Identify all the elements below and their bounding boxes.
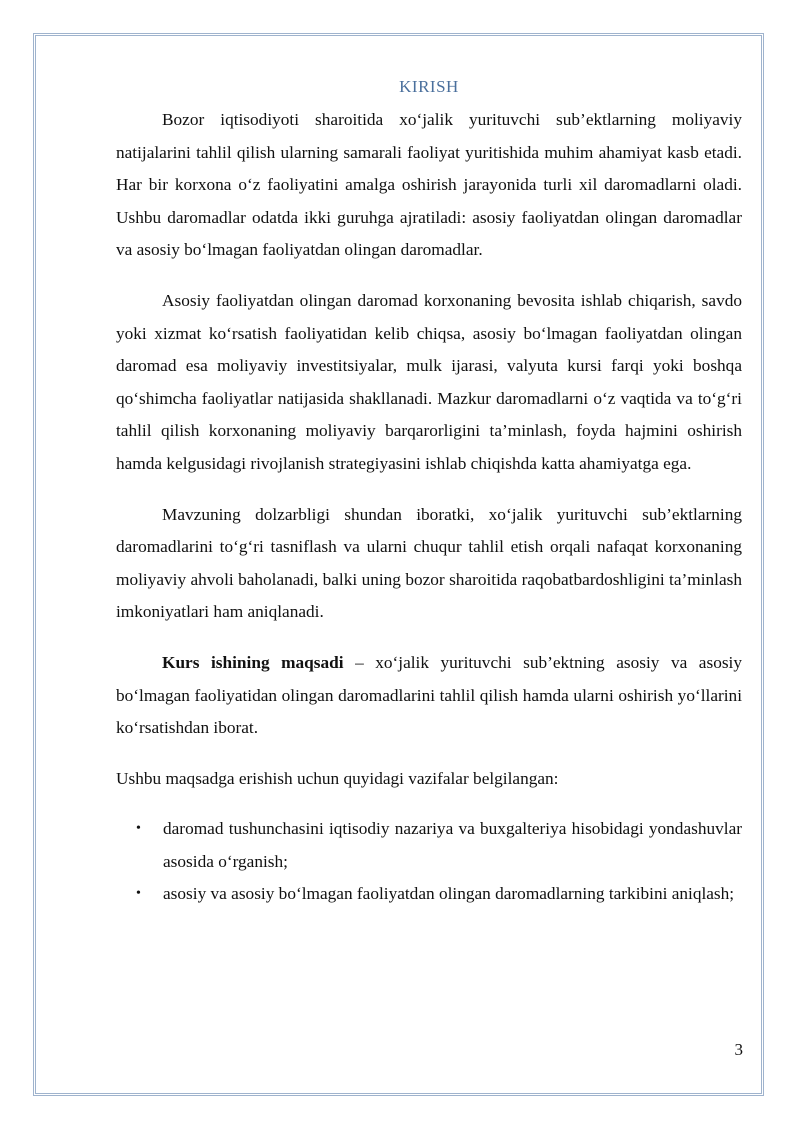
paragraph-intro: Bozor iqtisodiyoti sharoitida xo‘jalik yurituvchi sub’ektlarning moliyaviy natijalarini tahlil qilish ularning samarali faoliyat yuritishida muhim ahamiyat kasb etadi. Har bir korxona o‘z faoliyatini amalga oshirish jarayonida turli xil daromadlarni oladi. Ushbu daromadlar odatda ikki guruhga ajratiladi: asosiy faoliyatdan olingan daromadlar va asosiy bo‘lmagan faoliyatdan olingan daromadlar. — [116, 110, 742, 260]
paragraph-main-income: Asosiy faoliyatdan olingan daromad korxonaning bevosita ishlab chiqarish, savdo yoki xizmat ko‘rsatish faoliyatidan kelib chiqsa, asosiy bo‘lmagan faoliyatdan olingan daromad esa moliyaviy investitsiyalar, mulk ijarasi, valyuta kursi farqi yoki boshqa qo‘shimcha faoliyatlar natijasida shakllanadi. Mazkur daromadlarni o‘z vaqtida va to‘g‘ri tahlil qilish korxonaning moliyaviy barqarorligini ta’minlash, foyda hajmini oshirish hamda kelgusidagi rivojlanish strategiyasini ishlab chiqishda katta ahamiyatga ega. — [116, 290, 742, 473]
page-content — [116, 74, 742, 911]
task-list — [116, 813, 742, 911]
bullet-icon: • — [136, 886, 141, 902]
goal-label: Kurs ishining maqsadi — [162, 652, 344, 672]
list-item — [116, 878, 742, 911]
list-item-text: asosiy va asosiy bo‘lmagan faoliyatdan olingan daromadlarning tarkibini aniqlash; — [163, 884, 735, 904]
list-item — [116, 813, 742, 878]
bullet-icon: • — [136, 821, 141, 837]
section-heading: KIRISH — [399, 77, 459, 96]
paragraph-tasks-intro: Ushbu maqsadga erishish uchun quyidagi vazifalar belgilangan: — [116, 768, 559, 788]
paragraph-goal — [116, 647, 742, 745]
paragraph-relevance: Mavzuning dolzarbligi shundan iboratki, xo‘jalik yurituvchi sub’ektlarning daromadlarini to‘g‘ri tasniflash va ularni chuqur tahlil etish orqali nafaqat korxonaning moliyaviy ahvoli baholanadi, balki uning bozor sharoitida raqobatbardoshligini ta’minlash imkoniyatlari ham aniqlanadi. — [116, 504, 742, 622]
list-item-text: daromad tushunchasini iqtisodiy nazariya va buxgalteriya hisobidagi yondashuvlar asosida o‘rganish; — [163, 819, 742, 871]
page-number: 3 — [734, 1040, 743, 1059]
goal-text: – xo‘jalik yurituvchi sub’ektning asosiy va asosiy bo‘lmagan faoliyatidan olingan daromadlarini tahlil qilish hamda ularni oshirish yo‘llarini ko‘rsatishdan iborat. — [116, 652, 742, 738]
